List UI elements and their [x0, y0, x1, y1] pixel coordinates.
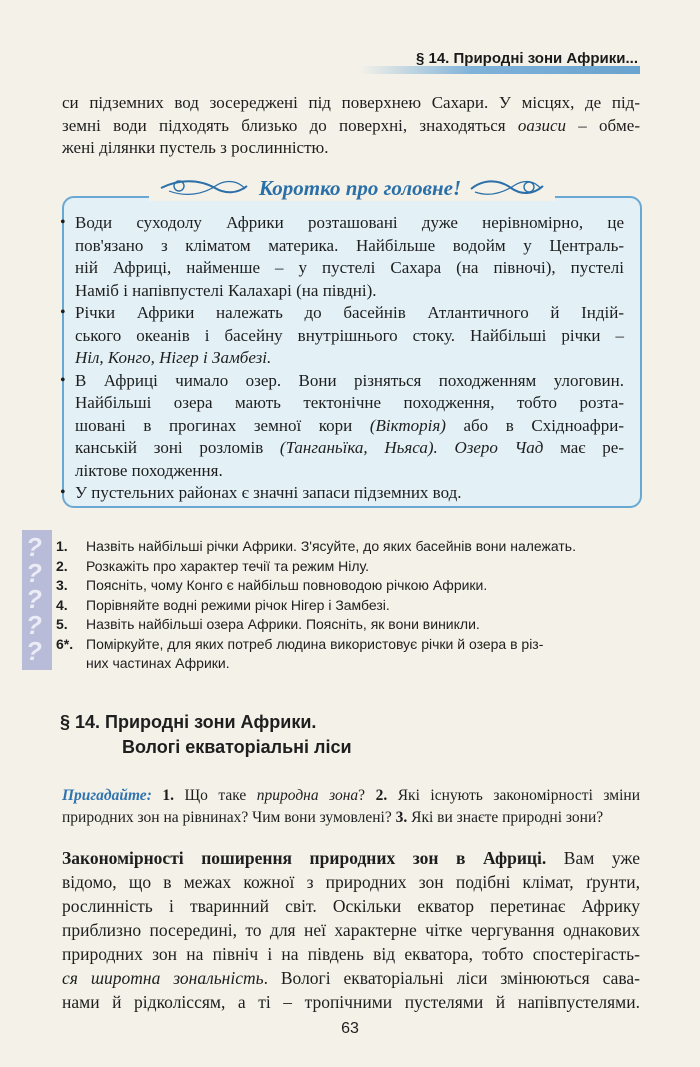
question-mark-icon: ? — [26, 584, 42, 614]
summary-heading-text: Коротко про головне! — [258, 175, 462, 200]
question-item: 3. Поясніть, чому Конго є найбільш повноводою річкою Африки. — [56, 577, 488, 593]
summary-item: • Води суходолу Африки розташовані дуже нерівномірно, це пов'язано з кліматом материка. Найбільше водойм у Централь- ній Африці, найменше – у пустелі Сахара (на півночі), пустелі Наміб і напівпустелі Калахарі (на півдні). — [60, 213, 624, 300]
text-line: си підземних вод зосереджені під поверхнею Сахари. У місцях, де під- — [62, 93, 640, 112]
question-mark-icon: ? — [26, 636, 42, 666]
section-subtitle: Вологі екваторіальні ліси — [122, 737, 352, 757]
bold-lead: Закономірності поширення природних зон в Африці. — [62, 848, 547, 868]
page-number: 63 — [341, 1020, 359, 1037]
section-title-line: § 14. Природні зони Африки. — [60, 712, 317, 732]
summary-heading — [62, 170, 642, 206]
bullet-icon: • — [60, 484, 66, 501]
questions-list — [56, 537, 640, 674]
summary-item: • В Африці чимало озер. Вони різняться походженням улоговин. Найбільші озера мають тектонічне походження, тобто розта- шовані в прогинах земної кори (Вікторія) або в Східноафри- канській зоні розломів (Танганьїка, Ньяса). Озеро Чад має ре- ліктове походження. — [60, 370, 624, 480]
question-mark-icon: ? — [26, 558, 42, 588]
question-item: 2. Розкажіть про характер течії та режим Нілу. — [56, 557, 369, 574]
recall-label: Пригадайте: — [62, 787, 152, 804]
header-title: § 14. Природні зони Африки... — [415, 49, 638, 67]
question-mark-icon: ? — [26, 610, 42, 640]
question-marks-strip — [22, 530, 52, 670]
summary-list — [58, 212, 624, 505]
text-line: жені ділянки пустель з рослинністю. — [62, 138, 329, 157]
bullet-icon: • — [60, 371, 66, 389]
question-item-continued: них частинах Африки. — [86, 655, 230, 671]
question-item: 1. Назвіть найбільші річки Африки. З'ясуйте, до яких басейнів вони належать. — [56, 538, 576, 554]
bullet-icon: • — [60, 304, 66, 321]
left-swirl-icon — [159, 177, 251, 199]
text-line: земні води підходять близько до поверхні, знаходяться оазиси – обме- — [62, 115, 640, 135]
question-mark-icon: ? — [26, 532, 42, 562]
question-item: 5. Назвіть найбільші озера Африки. Поясніть, як вони виникли. — [56, 616, 480, 632]
section-title — [60, 710, 640, 760]
header-stripe — [360, 66, 640, 74]
question-item: 4. Порівняйте водні режими річок Нігер і Замбезі. — [56, 596, 390, 613]
running-header — [360, 44, 640, 72]
right-swirl-icon — [469, 177, 545, 199]
recall-prompt: Пригадайте: 1. Що таке природна зона? 2. Які існують закономірності зміни природних зон на рівнинах? Чим вони зумовлені? 3. Які ви знаєте природні зони? — [62, 787, 640, 826]
summary-item: • У пустельних районах є значні запаси підземних вод. — [58, 482, 624, 505]
summary-item: • Річки Африки належать до басейнів Атлантичного й Індій- ського океанів і басейну внутрішнього стоку. Найбільші річки – Ніл, Конго, Нігер і Замбезі. — [60, 303, 624, 367]
questions-block — [22, 530, 640, 670]
intro-paragraph — [62, 92, 640, 160]
body-paragraph: Закономірності поширення природних зон в Африці. Вам уже відомо, що в межах кожної з природних зон подібні клімат, ґрунти, рослинність і тваринний світ. Оскільки екватор перетинає Африку приблизно посередині, то для неї характерне чітке чергування однакових природних зон на північ і на південь від екватора, тобто спостерігасть- ся широтна зональність. Вологі екваторіальні ліси змінюються сава- нами й рідколіссям, а ті – тропічними пустелями й напівпустелями. — [62, 848, 641, 1012]
bullet-icon: • — [60, 214, 66, 231]
question-item: 6*. Поміркуйте, для яких потреб людина використовує річки й озера в різ- — [56, 635, 544, 652]
